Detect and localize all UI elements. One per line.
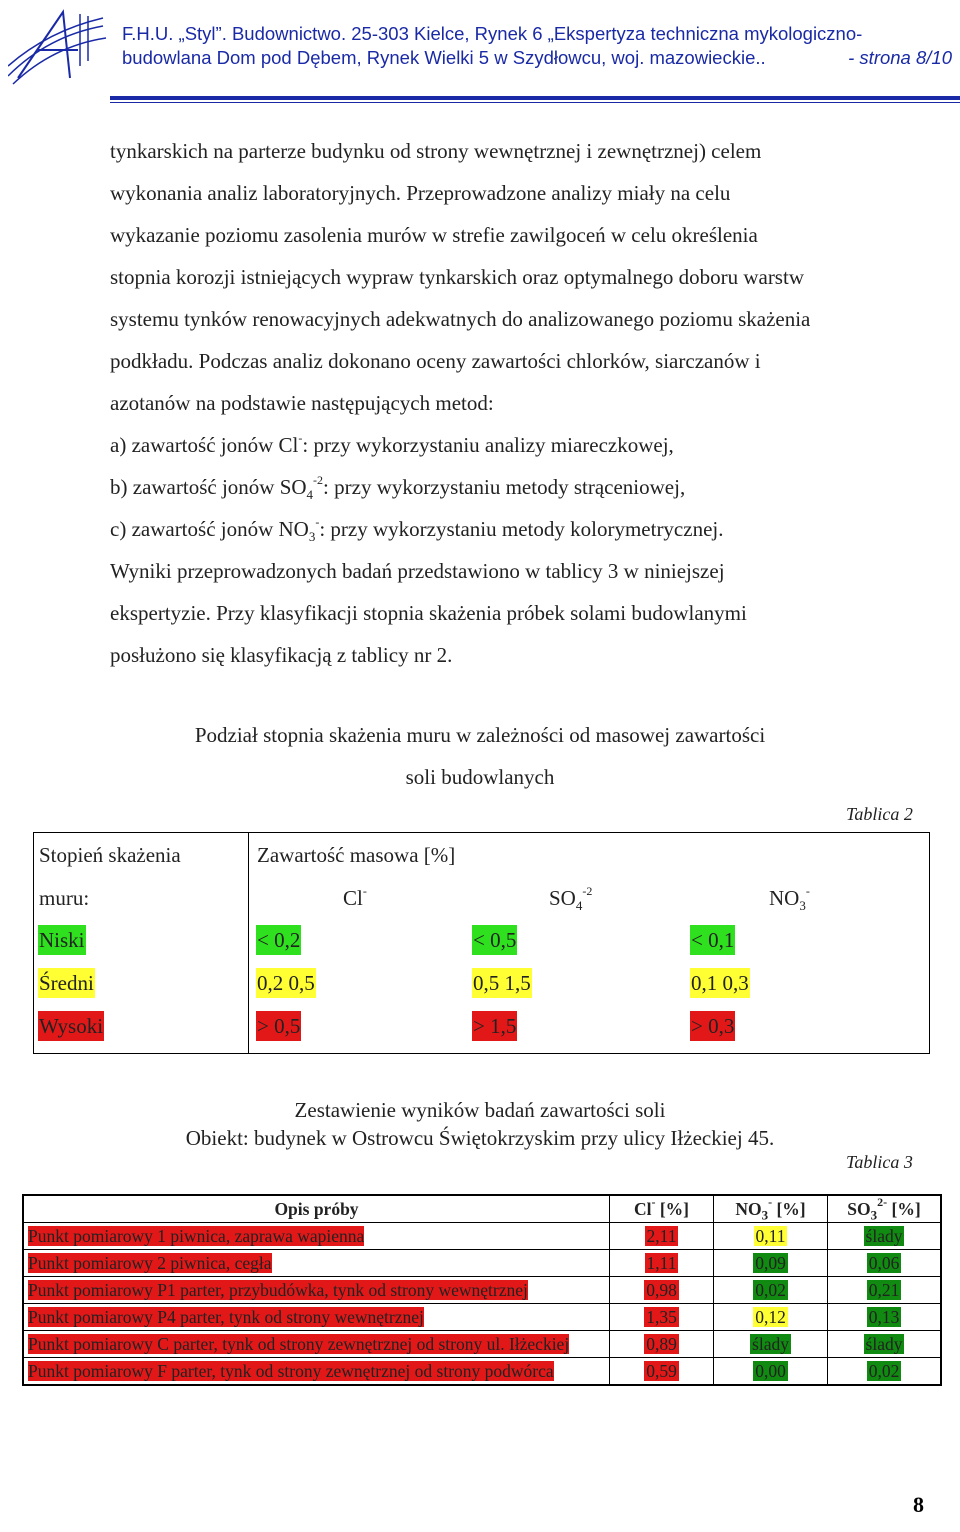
method-b: b) zawartość jonów $SO_4^{-2}$: przy wykorzystaniu metody strąceniowej, [110, 473, 686, 503]
table2-level-low: Niski [38, 925, 86, 955]
table2-cell: 0,1 0,3 [690, 968, 750, 998]
table3-value-no: 0,11 [714, 1223, 828, 1250]
method-c: c) zawartość jonów $NO_3^-$: przy wykorzystaniu metody kolorymetrycznej. [110, 515, 724, 545]
table3-value-cl: 2,11 [610, 1223, 714, 1250]
table3-row [24, 1250, 941, 1277]
body-line: ekspertyzie. Przy klasyfikacji stopnia skażenia próbek solami budowlanymi [110, 601, 747, 625]
table3-value-cl: 0,89 [610, 1331, 714, 1358]
body-line: wykonania analiz laboratoryjnych. Przeprowadzone analizy miały na celu [110, 181, 731, 205]
table3-value-cl: 0,98 [610, 1277, 714, 1304]
table2-col-so4: $SO_4^{-2}$ [549, 884, 593, 914]
body-line: systemu tynków renowacyjnych adekwatnych do analizowanego poziomu skażenia [110, 307, 811, 331]
page-number: 8 [913, 1492, 924, 1517]
table3-value-cl: 1,35 [610, 1304, 714, 1331]
method-a: a) zawartość jonów Cl-: przy wykorzystaniu analizy miareczkowej, [110, 431, 674, 457]
table3-caption: Zestawienie wyników badań zawartości soli Obiekt: budynek w Ostrowcu Świętokrzyskim przy ulicy Iłżeckiej 45. [185, 1098, 775, 1150]
table3-value-so: 0,06 [828, 1250, 941, 1277]
table2-caption: Podział stopnia skażenia muru w zależności od masowej zawartości soli budowlanych [194, 723, 766, 789]
table2-col-no3: $NO_3^-$ [769, 884, 810, 914]
table3-value-no: 0,02 [714, 1277, 828, 1304]
table3-value-so: ślady [828, 1331, 941, 1358]
table3-head-no3: $NO_3^-$ [%] [714, 1196, 828, 1223]
table3-value-so: 0,21 [828, 1277, 941, 1304]
table2-cell: < 0,5 [472, 925, 517, 955]
table2-level-high: Wysoki [38, 1011, 104, 1041]
table3-row [24, 1304, 941, 1331]
header-rule [110, 96, 960, 100]
body-line: tynkarskich na parterze budynku od strony wewnętrznej i zewnętrznej) celem [110, 139, 762, 163]
table3-value-no: 0,09 [714, 1250, 828, 1277]
header-line-2: budowlana Dom pod Dębem, Rynek Wielki 5 w Szydłowcu, woj. mazowieckie.. [122, 47, 766, 68]
table3-desc-cell: Punkt pomiarowy C parter, tynk od strony zewnętrznej od strony ul. Iłżeckiej [24, 1331, 610, 1358]
table2-cell: 0,2 0,5 [256, 968, 316, 998]
page-header [122, 22, 952, 70]
table3-desc-cell: Punkt pomiarowy F parter, tynk od strony zewnętrznej od strony podwórca [24, 1358, 610, 1385]
body-line: wykazanie poziomu zasolenia murów w strefie zawilgoceń w celu określenia [110, 223, 758, 247]
table3-row [24, 1277, 941, 1304]
table3-value-no: 0,12 [714, 1304, 828, 1331]
table3-row [24, 1223, 941, 1250]
body-line: podkładu. Podczas analiz dokonano oceny zawartości chlorków, siarczanów i [110, 349, 761, 373]
table2-cell: < 0,2 [256, 925, 301, 955]
table3-desc-cell: Punkt pomiarowy 2 piwnica, cegła [24, 1250, 610, 1277]
table2-cell: < 0,1 [690, 925, 735, 955]
table3-value-no: 0,00 [714, 1358, 828, 1385]
table2-head-mass: Zawartość masowa [%] [257, 843, 456, 867]
body-line: azotanów na podstawie następujących metod: [110, 391, 494, 415]
body-line: posłużono się klasyfikacją z tablicy nr 2. [110, 643, 453, 667]
body-line: Wyniki przeprowadzonych badań przedstawiono w tablicy 3 w niniejszej [110, 559, 725, 583]
table2-head-degree: Stopień skażenia [39, 843, 181, 867]
body-line: stopnia korozji istniejących wypraw tynkarskich oraz optymalnego doboru warstw [110, 265, 804, 289]
table3-value-so: ślady [828, 1223, 941, 1250]
table2-level-medium: Średni [38, 968, 95, 998]
table3-head-desc: Opis próby [24, 1196, 610, 1223]
header-page-indicator: - strona 8/10 [848, 47, 952, 68]
table3-value-no: ślady [714, 1331, 828, 1358]
table2-cell: > 0,3 [690, 1011, 735, 1041]
table3-label: Tablica 3 [846, 1152, 913, 1172]
table2-cell: 0,5 1,5 [472, 968, 532, 998]
header-line-1: F.H.U. „Styl”. Budownictwo. 25-303 Kielce, Rynek 6 „Ekspertyza techniczna mykologiczno- [122, 23, 863, 44]
table3-desc-cell: Punkt pomiarowy 1 piwnica, zaprawa wapienna [24, 1223, 610, 1250]
header-rule-thin [110, 102, 960, 103]
table3-row [24, 1331, 941, 1358]
table3 [22, 1194, 942, 1386]
body-paragraph [110, 130, 920, 676]
table2-col-cl: Cl- [343, 884, 367, 910]
table2 [33, 832, 930, 1054]
table2-head-wall: muru: [39, 886, 90, 910]
table3-desc-cell: Punkt pomiarowy P4 parter, tynk od strony wewnętrznej [24, 1304, 610, 1331]
table2-cell: > 1,5 [472, 1011, 517, 1041]
table3-value-cl: 1,11 [610, 1250, 714, 1277]
table3-head-cl: Cl- [%] [610, 1196, 714, 1223]
table2-label: Tablica 2 [846, 804, 913, 824]
table3-value-so: 0,02 [828, 1358, 941, 1385]
company-logo [8, 6, 108, 86]
table3-value-cl: 0,59 [610, 1358, 714, 1385]
table3-row [24, 1358, 941, 1385]
table3-desc-cell: Punkt pomiarowy P1 parter, przybudówka, tynk od strony wewnętrznej [24, 1277, 610, 1304]
table2-cell: > 0,5 [256, 1011, 301, 1041]
table3-head-so3: $SO_3^{2-}$ [%] [828, 1196, 941, 1223]
table3-value-so: 0,13 [828, 1304, 941, 1331]
